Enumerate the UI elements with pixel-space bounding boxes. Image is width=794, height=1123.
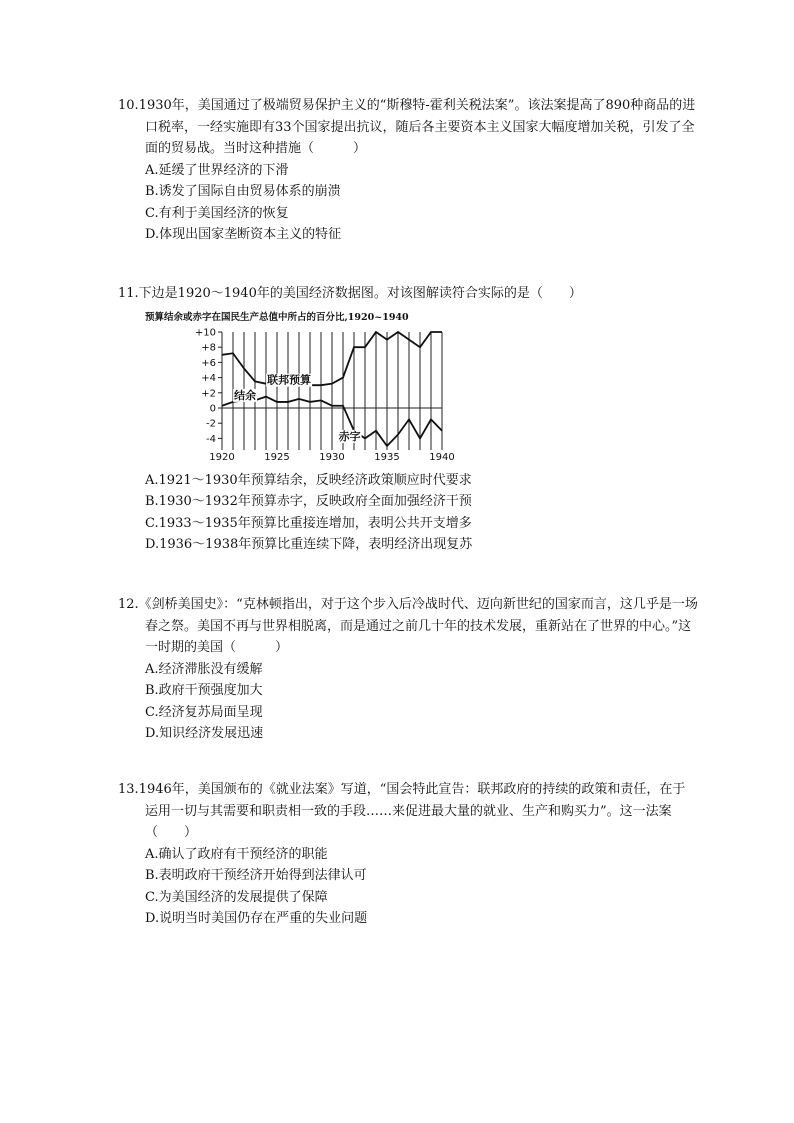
question-12-option-c: C.经济复苏局面呈现 — [145, 704, 263, 720]
question-10-option-c: C.有利于美国经济的恢复 — [145, 205, 289, 221]
annotation-label: 结余 — [234, 388, 257, 402]
y-tick-label: +2 — [201, 387, 216, 399]
question-12-option-a: A.经济滞胀没有缓解 — [145, 661, 263, 677]
question-10 — [118, 95, 698, 246]
question-13-option-c: C.为美国经济的发展提供了保障 — [145, 889, 328, 905]
y-tick-label: 0 — [209, 403, 216, 414]
budget-chart — [145, 308, 485, 466]
annotation-label: 赤字 — [338, 429, 361, 443]
question-13-option-a: A.确认了政府有干预经济的职能 — [145, 846, 328, 862]
question-13-stem: 13.1946年，美国颁布的《就业法案》写道，“国会特此宣告：联邦政府的持续的政策和责任，在于运用一切与其需要和职责相一致的手段……来促进最大量的就业、生产和购买力”。这一法案（ ） — [118, 782, 686, 840]
question-11-option-c: C.1933～1935年预算比重接连增加，表明公共开支增多 — [145, 515, 472, 531]
question-11-stem: 11.下边是1920～1940年的美国经济数据图。对该图解读符合实际的是（ ） — [118, 286, 582, 301]
question-12-stem: 12.《剑桥美国史》：“克林顿指出，对于这个步入后冷战时代、迈向新世纪的国家而言，这几乎是一场春之祭。美国不再与世界相脱离，而是通过之前几十年的技术发展，重新站在了世界的中心。”这一时期的美国（ ） — [118, 597, 698, 655]
question-12-option-b: B.政府干预强度加大 — [145, 683, 263, 698]
y-tick-label: -4 — [206, 433, 216, 445]
x-tick-label: 1935 — [374, 451, 400, 463]
y-tick-label: +4 — [201, 372, 216, 384]
y-tick-label: +10 — [194, 327, 216, 338]
x-tick-label: 1940 — [429, 451, 455, 463]
budget-chart-svg — [145, 308, 485, 466]
chart-title: 预算结余或赤字在国民生产总值中所占的百分比,1920~1940 — [145, 311, 409, 323]
question-10-option-b: B.诱发了国际自由贸易体系的崩溃 — [145, 184, 341, 199]
question-11 — [118, 283, 698, 556]
y-tick-label: +8 — [201, 342, 216, 354]
question-10-option-a: A.延缓了世界经济的下滑 — [145, 162, 289, 178]
question-13 — [118, 779, 698, 930]
x-tick-label: 1920 — [209, 451, 235, 463]
question-13-option-b: B.表明政府干预经济开始得到法律认可 — [145, 868, 367, 883]
x-tick-label: 1930 — [319, 451, 345, 463]
question-11-option-a: A.1921～1930年预算结余，反映经济政策顺应时代要求 — [145, 472, 472, 488]
y-tick-label: +6 — [201, 357, 216, 369]
y-tick-label: -2 — [206, 418, 216, 430]
question-12 — [118, 594, 698, 745]
question-11-option-d: D.1936～1938年预算比重连续下降，表明经济出现复苏 — [145, 537, 473, 552]
annotation-label: 联邦预算 — [267, 373, 312, 387]
question-10-option-d: D.体现出国家垄断资本主义的特征 — [145, 227, 342, 242]
question-13-option-d: D.说明当时美国仍存在严重的失业问题 — [145, 911, 368, 926]
question-11-option-b: B.1930～1932年预算赤字，反映政府全面加强经济干预 — [145, 494, 472, 509]
x-tick-label: 1925 — [264, 451, 290, 463]
question-12-option-d: D.知识经济发展迅速 — [145, 726, 264, 741]
question-10-stem: 10.1930年，美国通过了极端贸易保护主义的“斯穆特-霍利关税法案”。该法案提高了890种商品的进口税率，一经实施即有33个国家提出抗议，随后各主要资本主义国家大幅度增加关税，引发了全面的贸易战。当时这种措施（ ） — [118, 98, 696, 156]
